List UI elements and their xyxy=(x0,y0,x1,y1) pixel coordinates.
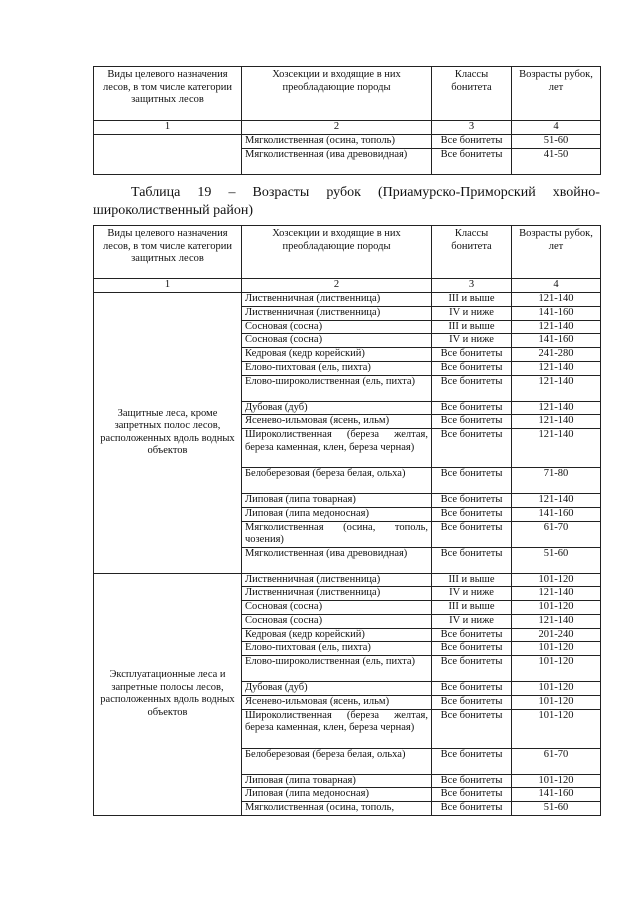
column-number: 2 xyxy=(242,121,432,135)
class-cell: Все бонитеты xyxy=(432,348,512,362)
species-cell: Широколиственная (береза желтая, береза каменная, клен, береза черная) xyxy=(242,709,432,748)
class-cell: Все бонитеты xyxy=(432,748,512,774)
species-cell: Белоберезовая (береза белая, ольха) xyxy=(242,748,432,774)
header-species: Хозсекции и входящие в них преобладающие породы xyxy=(242,226,432,279)
age-cell: 121-140 xyxy=(512,429,601,468)
category-cell xyxy=(94,135,242,175)
age-cell: 101-120 xyxy=(512,709,601,748)
column-number: 2 xyxy=(242,279,432,293)
class-cell: Все бонитеты xyxy=(432,642,512,656)
table-row xyxy=(94,293,601,307)
header-row xyxy=(94,67,601,121)
age-cell: 51-60 xyxy=(512,802,601,816)
age-cell: 101-120 xyxy=(512,642,601,656)
species-cell: Лиственничная (лиственница) xyxy=(242,306,432,320)
age-cell: 141-160 xyxy=(512,334,601,348)
header-row xyxy=(94,226,601,279)
species-cell: Липовая (липа товарная) xyxy=(242,774,432,788)
class-cell: Все бонитеты xyxy=(432,547,512,573)
species-cell: Сосновая (сосна) xyxy=(242,320,432,334)
species-cell: Ясенево-ильмовая (ясень, ильм) xyxy=(242,415,432,429)
class-cell: Все бонитеты xyxy=(432,628,512,642)
age-cell: 121-140 xyxy=(512,415,601,429)
age-cell: 101-120 xyxy=(512,695,601,709)
age-cell: 61-70 xyxy=(512,748,601,774)
age-cell: 121-140 xyxy=(512,361,601,375)
table-row xyxy=(94,573,601,587)
class-cell: Все бонитеты xyxy=(432,494,512,508)
species-cell: Мягколиственная (осина, тополь, xyxy=(242,802,432,816)
species-cell: Ясенево-ильмовая (ясень, ильм) xyxy=(242,695,432,709)
class-cell: Все бонитеты xyxy=(432,415,512,429)
caption-word: 19 xyxy=(197,185,212,200)
species-cell: Лиственничная (лиственница) xyxy=(242,573,432,587)
caption-word: рубок xyxy=(326,185,361,200)
category-cell: Защитные леса, кроме запретных полос лесов, расположенных вдоль водных объектов xyxy=(94,293,242,574)
species-cell: Лиственничная (лиственница) xyxy=(242,587,432,601)
species-cell: Липовая (липа медоносная) xyxy=(242,788,432,802)
age-cell: 101-120 xyxy=(512,682,601,696)
age-cell: 141-160 xyxy=(512,507,601,521)
species-cell: Мягколиственная (осина, тополь, чозения) xyxy=(242,521,432,547)
class-cell: IV и ниже xyxy=(432,614,512,628)
class-cell: Все бонитеты xyxy=(432,429,512,468)
age-cell: 101-120 xyxy=(512,573,601,587)
species-cell: Мягколиственная (осина, тополь) xyxy=(242,135,432,149)
age-cell: 121-140 xyxy=(512,614,601,628)
class-cell: Все бонитеты xyxy=(432,401,512,415)
header-age: Возрасты рубок, лет xyxy=(512,67,601,121)
species-cell: Елово-пихтовая (ель, пихта) xyxy=(242,361,432,375)
class-cell: Все бонитеты xyxy=(432,507,512,521)
class-cell: Все бонитеты xyxy=(432,774,512,788)
class-cell: Все бонитеты xyxy=(432,135,512,149)
species-cell: Кедровая (кедр корейский) xyxy=(242,348,432,362)
age-cell: 201-240 xyxy=(512,628,601,642)
age-cell: 101-120 xyxy=(512,774,601,788)
age-cell: 41-50 xyxy=(512,148,601,174)
column-number: 3 xyxy=(432,121,512,135)
species-cell: Елово-широколиственная (ель, пихта) xyxy=(242,656,432,682)
caption-word: – xyxy=(228,185,236,200)
class-cell: Все бонитеты xyxy=(432,709,512,748)
column-number: 4 xyxy=(512,121,601,135)
age-cell: 101-120 xyxy=(512,656,601,682)
age-cell: 51-60 xyxy=(512,135,601,149)
species-cell: Широколиственная (береза желтая, береза каменная, клен, береза черная) xyxy=(242,429,432,468)
species-cell: Кедровая (кедр корейский) xyxy=(242,628,432,642)
age-cell: 121-140 xyxy=(512,587,601,601)
species-cell: Елово-широколиственная (ель, пихта) xyxy=(242,375,432,401)
age-cell: 121-140 xyxy=(512,293,601,307)
caption-word: хвойно- xyxy=(552,185,600,200)
age-cell: 51-60 xyxy=(512,547,601,573)
class-cell: Все бонитеты xyxy=(432,468,512,494)
table-caption xyxy=(93,184,600,220)
species-cell: Сосновая (сосна) xyxy=(242,601,432,615)
category-cell: Эксплуатационные леса и запретные полосы лесов, расположенных вдоль водных объектов xyxy=(94,573,242,815)
column-number: 1 xyxy=(94,121,242,135)
column-number: 4 xyxy=(512,279,601,293)
column-number-row xyxy=(94,121,601,135)
class-cell: Все бонитеты xyxy=(432,802,512,816)
age-cell: 241-280 xyxy=(512,348,601,362)
class-cell: Все бонитеты xyxy=(432,521,512,547)
class-cell: IV и ниже xyxy=(432,587,512,601)
caption-line-1 xyxy=(93,184,600,202)
header-class: Классы бонитета xyxy=(432,67,512,121)
age-cell: 121-140 xyxy=(512,375,601,401)
class-cell: Все бонитеты xyxy=(432,148,512,174)
table-row xyxy=(94,135,601,149)
species-cell: Мягколиственная (ива древовидная) xyxy=(242,547,432,573)
class-cell: Все бонитеты xyxy=(432,375,512,401)
class-cell: IV и ниже xyxy=(432,334,512,348)
class-cell: IV и ниже xyxy=(432,306,512,320)
species-cell: Елово-пихтовая (ель, пихта) xyxy=(242,642,432,656)
column-number-row xyxy=(94,279,601,293)
header-species: Хозсекции и входящие в них преобладающие породы xyxy=(242,67,432,121)
age-cell: 141-160 xyxy=(512,306,601,320)
age-cell: 61-70 xyxy=(512,521,601,547)
age-cell: 101-120 xyxy=(512,601,601,615)
header-class: Классы бонитета xyxy=(432,226,512,279)
class-cell: Все бонитеты xyxy=(432,682,512,696)
column-number: 1 xyxy=(94,279,242,293)
header-age: Возрасты рубок, лет xyxy=(512,226,601,279)
age-cell: 121-140 xyxy=(512,320,601,334)
class-cell: III и выше xyxy=(432,573,512,587)
caption-word: (Приамурско-Приморский xyxy=(377,185,536,200)
age-cell: 121-140 xyxy=(512,401,601,415)
caption-word: Таблица xyxy=(131,185,181,200)
class-cell: Все бонитеты xyxy=(432,656,512,682)
species-cell: Лиственничная (лиственница) xyxy=(242,293,432,307)
species-cell: Дубовая (дуб) xyxy=(242,401,432,415)
species-cell: Белоберезовая (береза белая, ольха) xyxy=(242,468,432,494)
age-cell: 141-160 xyxy=(512,788,601,802)
caption-line-2: широколиственный район) xyxy=(93,203,253,218)
header-purpose: Виды целевого назначения лесов, в том числе категории защитных лесов xyxy=(94,226,242,279)
class-cell: III и выше xyxy=(432,601,512,615)
species-cell: Липовая (липа медоносная) xyxy=(242,507,432,521)
class-cell: Все бонитеты xyxy=(432,695,512,709)
species-cell: Сосновая (сосна) xyxy=(242,334,432,348)
class-cell: Все бонитеты xyxy=(432,361,512,375)
age-cell: 121-140 xyxy=(512,494,601,508)
caption-word: Возрасты xyxy=(252,185,310,200)
class-cell: Все бонитеты xyxy=(432,788,512,802)
cutting-age-table xyxy=(93,225,601,816)
column-number: 3 xyxy=(432,279,512,293)
header-purpose: Виды целевого назначения лесов, в том числе категории защитных лесов xyxy=(94,67,242,121)
class-cell: III и выше xyxy=(432,293,512,307)
species-cell: Липовая (липа товарная) xyxy=(242,494,432,508)
species-cell: Сосновая (сосна) xyxy=(242,614,432,628)
species-cell: Дубовая (дуб) xyxy=(242,682,432,696)
continued-table xyxy=(93,66,601,175)
age-cell: 71-80 xyxy=(512,468,601,494)
class-cell: III и выше xyxy=(432,320,512,334)
species-cell: Мягколиственная (ива древовидная) xyxy=(242,148,432,174)
